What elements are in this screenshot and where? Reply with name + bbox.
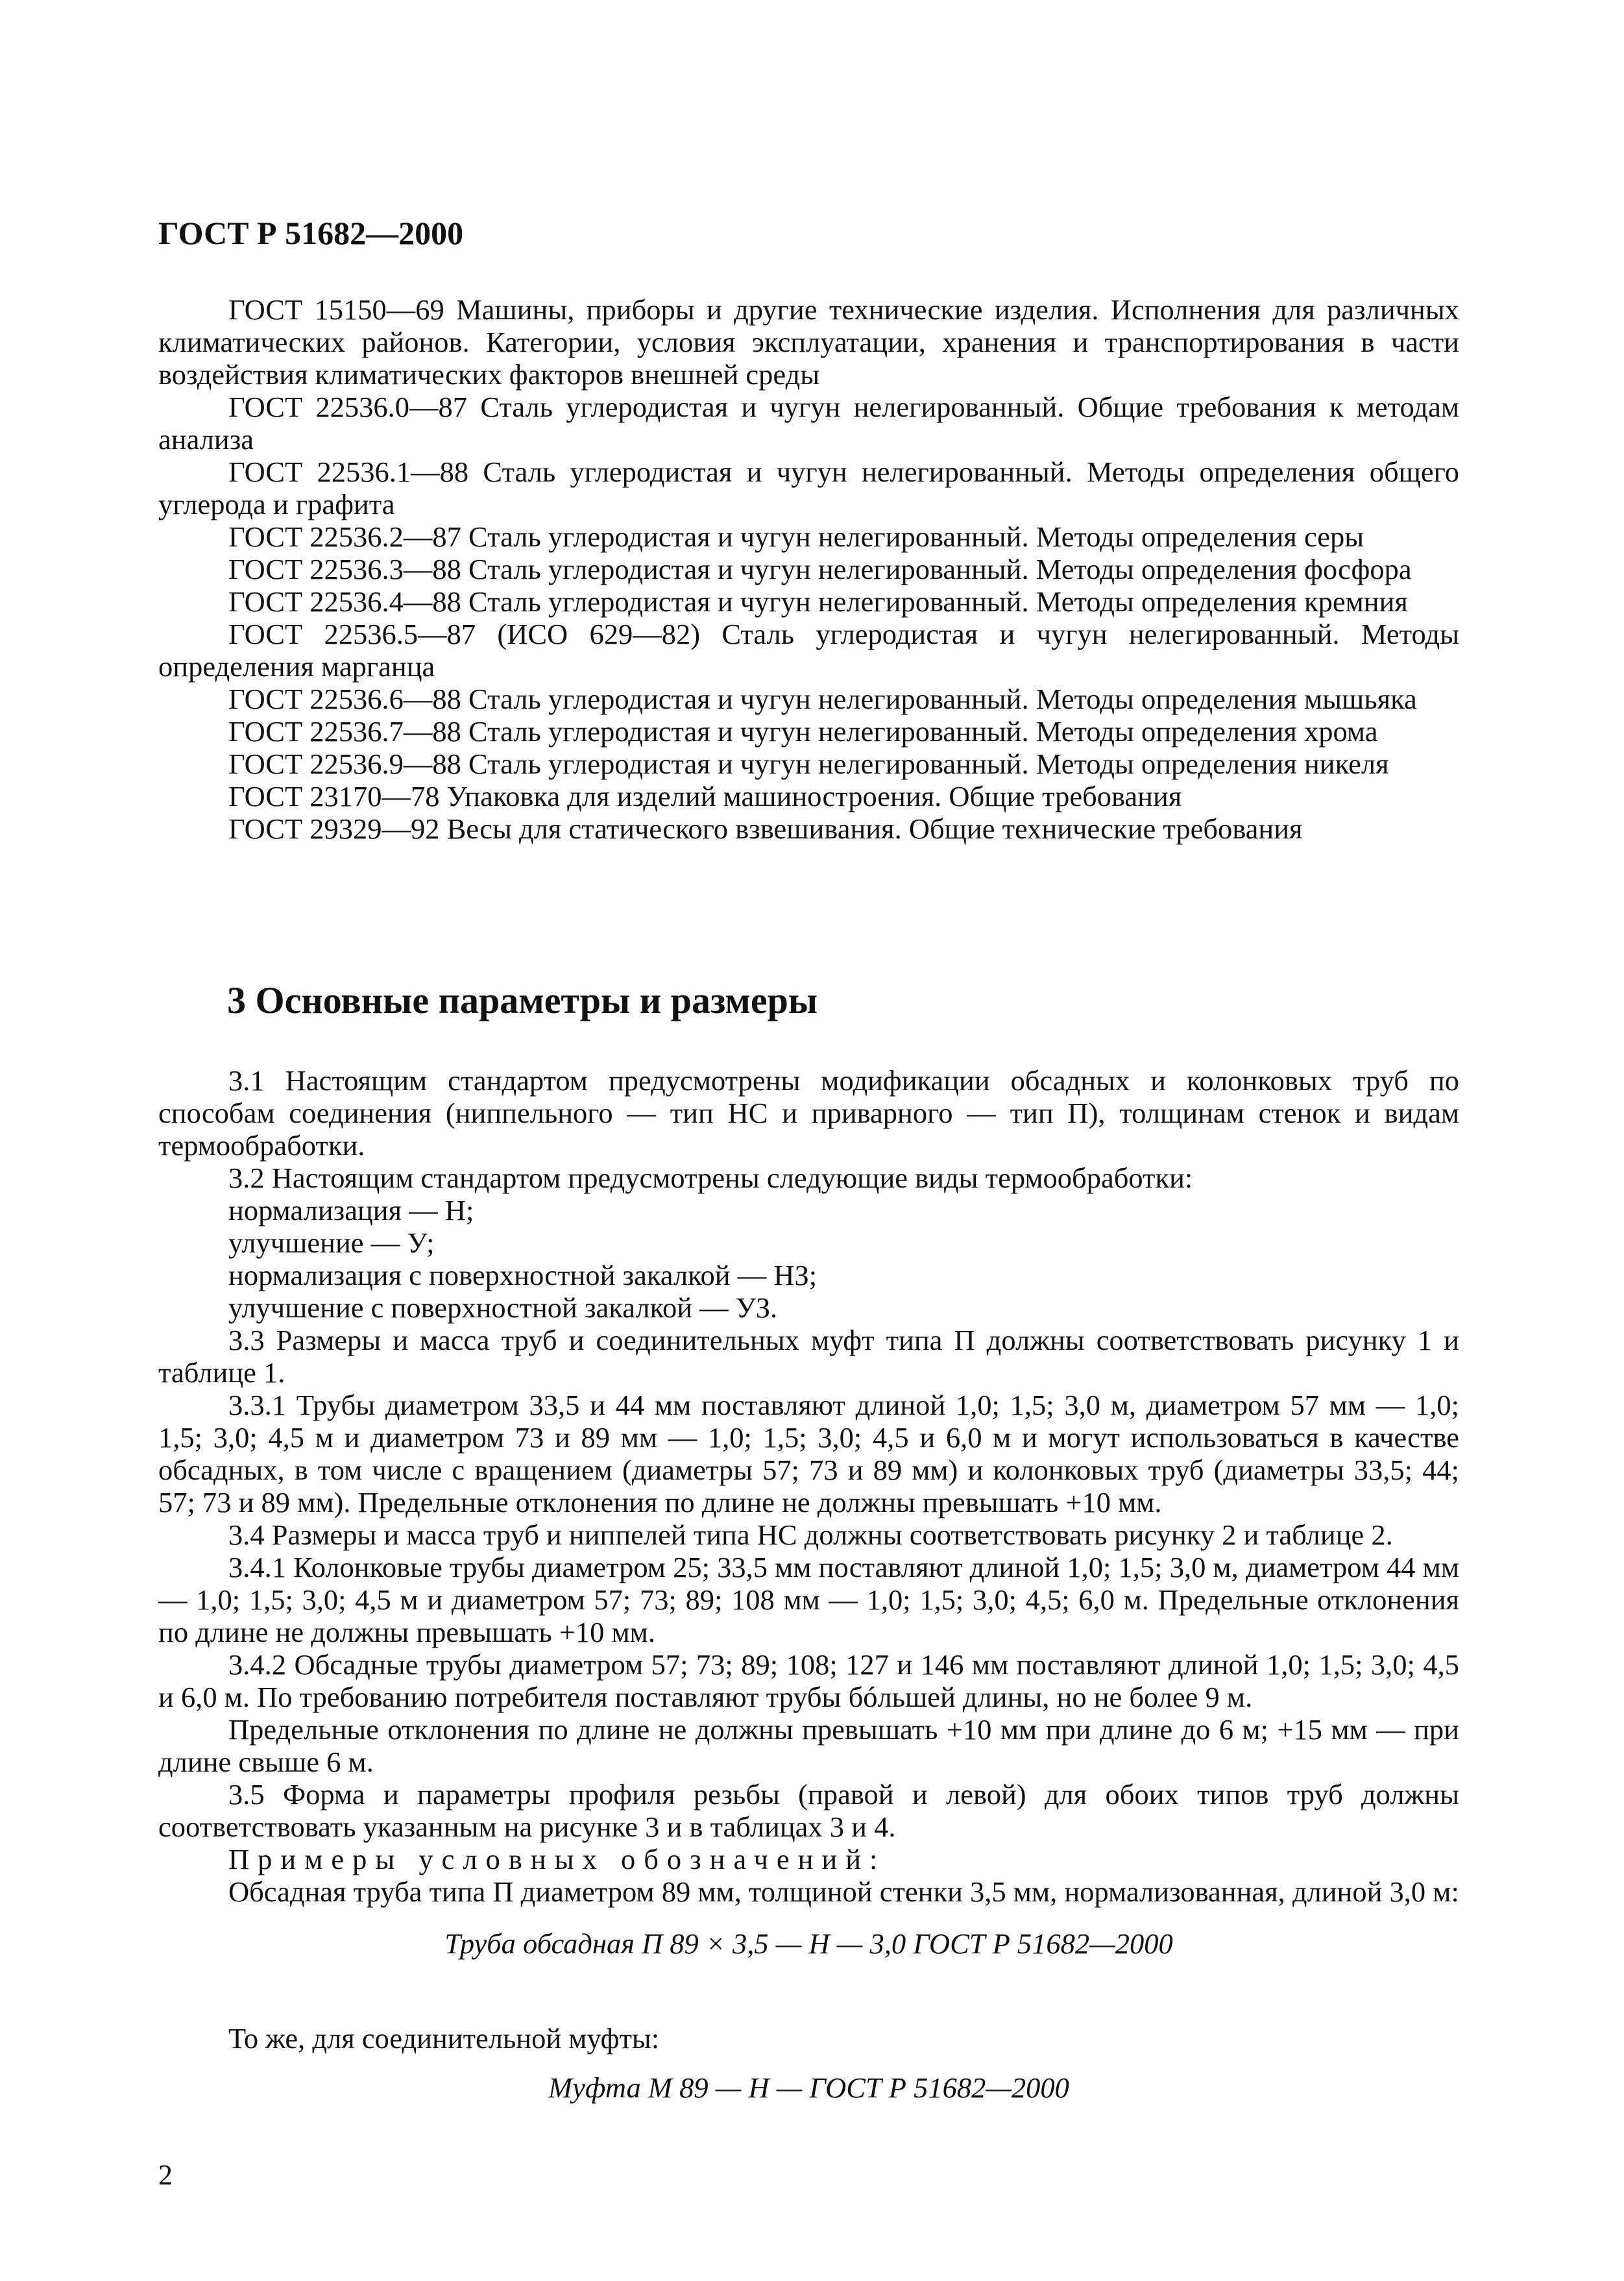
reference-item: ГОСТ 22536.5—87 (ИСО 629—82) Сталь углеродистая и чугун нелегированный. Методы определения марганца <box>158 618 1459 683</box>
reference-item: ГОСТ 22536.4—88 Сталь углеродистая и чугун нелегированный. Методы определения кремния <box>228 585 1408 618</box>
reference-item: ГОСТ 22536.1—88 Сталь углеродистая и чугун нелегированный. Методы определения общего углерода и графита <box>158 456 1459 520</box>
list-item: нормализация — Н; <box>228 1194 474 1226</box>
example-1-text: Обсадная труба типа П диаметром 89 мм, толщиной стенки 3,5 мм, нормализованная, длиной 3,0 м: <box>228 1875 1459 1908</box>
reference-item: ГОСТ 29329—92 Весы для статического взвешивания. Общие технические требования <box>228 812 1303 845</box>
section-title-text: 3 Основные параметры и размеры <box>227 979 818 1021</box>
reference-item: ГОСТ 22536.9—88 Сталь углеродистая и чугун нелегированный. Методы определения никеля <box>228 748 1389 780</box>
example-1-designation: Труба обсадная П 89 × 3,5 — Н — 3,0 ГОСТ Р 51682—2000 <box>444 1927 1173 1960</box>
section-body <box>158 1064 1459 2104</box>
paragraph-3-5: 3.5 Форма и параметры профиля резьбы (правой и левой) для обоих типов труб должны соответствовать указанным на рисунке 3 и в таблицах 3 и 4. <box>158 1778 1459 1843</box>
reference-item: ГОСТ 23170—78 Упаковка для изделий машиностроения. Общие требования <box>228 780 1182 812</box>
reference-item: ГОСТ 22536.6—88 Сталь углеродистая и чугун нелегированный. Методы определения мышьяка <box>228 683 1417 715</box>
paragraph-3-3-1: 3.3.1 Трубы диаметром 33,5 и 44 мм поставляют длиной 1,0; 1,5; 3,0 м, диаметром 57 мм — 1,0; 1,5; 3,0; 4,5 м и диаметром 73 и 89 мм — 1,0; 1,5; 3,0; 4,5 и 6,0 м и могут использоваться в качестве обсадных, в том числе с вращением (диаметры 57; 73 и 89 мм) и колонковых труб (диаметры 33,5; 44; 57; 73 и 89 мм). Предельные отклонения по длине не должны превышать +10 мм. <box>158 1389 1459 1519</box>
example-2-designation: Муфта М 89 — Н — ГОСТ Р 51682—2000 <box>548 2071 1069 2104</box>
list-item: улучшение — У; <box>228 1226 435 1259</box>
list-item: нормализация с поверхностной закалкой — НЗ; <box>228 1259 818 1291</box>
paragraph-3-4: 3.4 Размеры и масса труб и ниппелей типа НС должны соответствовать рисунку 2 и таблице 2. <box>228 1519 1393 1551</box>
page-number: 2 <box>158 2159 173 2191</box>
reference-item: ГОСТ 22536.2—87 Сталь углеродистая и чугун нелегированный. Методы определения серы <box>228 520 1364 553</box>
paragraph-3-3: 3.3 Размеры и масса труб и соединительных муфт типа П должны соответствовать рисунку 1 и таблице 1. <box>158 1324 1459 1389</box>
example-2-text: То же, для соединительной муфты: <box>228 2022 660 2055</box>
paragraph-3-1: 3.1 Настоящим стандартом предусмотрены модификации обсадных и колонковых труб по способам соединения (ниппельного — тип НС и приварного — тип П), толщинам стенок и видам термообработки. <box>158 1064 1459 1162</box>
examples-title: Примеры условных обозначений: <box>228 1843 886 1875</box>
paragraph-3-4-2: 3.4.2 Обсадные трубы диаметром 57; 73; 89; 108; 127 и 146 мм поставляют длиной 1,0; 1,5; 3,0; 4,5 и 6,0 м. По требованию потребителя поставляют трубы бóльшей длины, но не более 9 м. <box>158 1648 1459 1713</box>
paragraph-3-2: 3.2 Настоящим стандартом предусмотрены следующие виды термообработки: <box>228 1162 1193 1194</box>
paragraph-3-4-2-limits: Предельные отклонения по длине не должны превышать +10 мм при длине до 6 м; +15 мм — при длине свыше 6 м. <box>158 1713 1459 1778</box>
reference-item: ГОСТ 22536.0—87 Сталь углеродистая и чугун нелегированный. Общие требования к методам анализа <box>158 391 1459 456</box>
reference-item: ГОСТ 15150—69 Машины, приборы и другие технические изделия. Исполнения для различных климатических районов. Категории, условия эксплуатации, хранения и транспортирования в части воздействия климатических факторов внешней среды <box>158 293 1459 391</box>
list-item: улучшение с поверхностной закалкой — УЗ. <box>228 1291 778 1324</box>
paragraph-3-4-1: 3.4.1 Колонковые трубы диаметром 25; 33,5 мм поставляют длиной 1,0; 1,5; 3,0 м, диаметром 44 мм — 1,0; 1,5; 3,0; 4,5 м и диаметром 57; 73; 89; 108 мм — 1,0; 1,5; 3,0; 4,5; 6,0 м. Предельные отклонения по длине не должны превышать +10 мм. <box>158 1551 1459 1648</box>
reference-item: ГОСТ 22536.7—88 Сталь углеродистая и чугун нелегированный. Методы определения хрома <box>228 715 1378 748</box>
references-list <box>158 293 1459 845</box>
document-header: ГОСТ Р 51682—2000 <box>158 215 464 251</box>
section-title <box>227 979 818 1022</box>
reference-item: ГОСТ 22536.3—88 Сталь углеродистая и чугун нелегированный. Методы определения фосфора <box>228 553 1412 585</box>
